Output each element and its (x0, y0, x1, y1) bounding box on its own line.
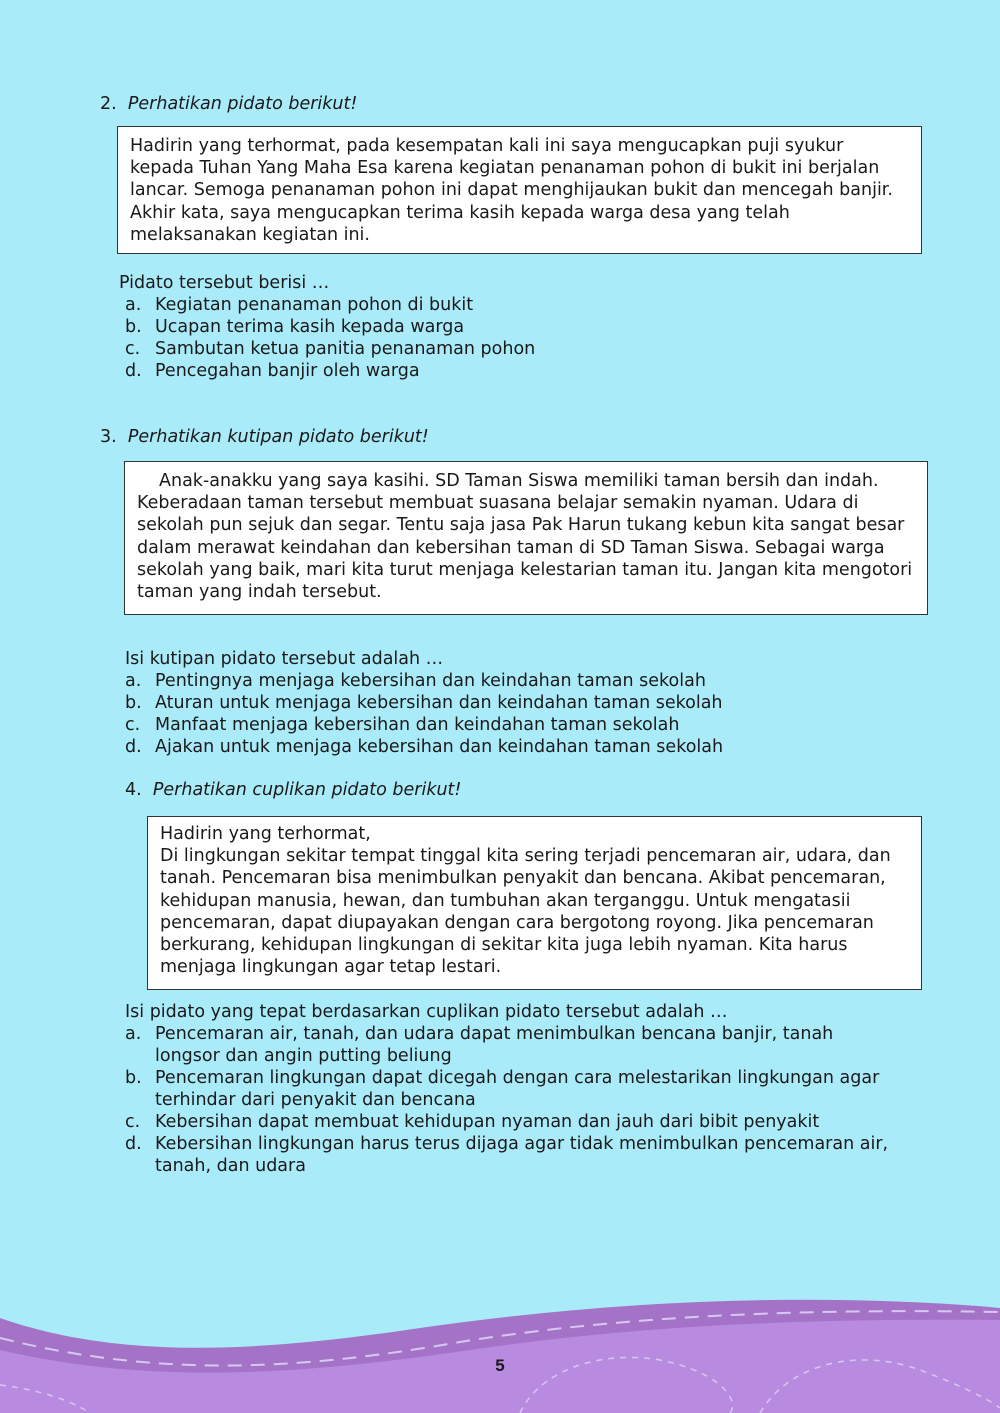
option-c[interactable]: c. Kebersihan dapat membuat kehidupan nyaman dan jauh dari bibit penyakit (125, 1112, 820, 1132)
passage-text: Hadirin yang terhormat, pada kesempatan kali ini saya mengucapkan puji syukur kepada Tuhan Yang Maha Esa karena kegiatan penanaman pohon di bukit ini berjalan lancar. Semoga penanaman pohon ini dapat menghijaukan bukit dan mencegah banjir. Akhir kata, saya mengucapkan terima kasih kepada warga desa yang telah melaksanakan kegiatan ini. (130, 136, 893, 245)
option-d[interactable]: d. Ajakan untuk menjaga kebersihan dan keindahan taman sekolah (125, 737, 724, 757)
option-b[interactable]: b. Ucapan terima kasih kepada warga (125, 317, 465, 337)
question-3-stem: Isi kutipan pidato tersebut adalah … (125, 649, 444, 669)
page-number: 5 (495, 1356, 505, 1375)
option-b[interactable]: b. Pencemaran lingkungan dapat dicegah dengan cara melestarikan lingkungan agar terhindar dari penyakit dan bencana (125, 1068, 880, 1110)
question-instruction: Perhatikan pidato berikut! (127, 94, 358, 114)
question-4-stem: Isi pidato yang tepat berdasarkan cuplikan pidato tersebut adalah … (125, 1002, 728, 1022)
question-3-passage (124, 461, 928, 615)
question-instruction: Perhatikan cuplikan pidato berikut! (152, 780, 462, 800)
question-instruction: Perhatikan kutipan pidato berikut! (127, 427, 429, 447)
question-3-options (125, 670, 925, 758)
option-a[interactable]: a. Kegiatan penanaman pohon di bukit (125, 295, 474, 315)
question-4-options (125, 1023, 895, 1177)
footer-wave-decoration (0, 1290, 1000, 1413)
question-4-title (125, 780, 461, 800)
question-2-passage (117, 126, 922, 254)
question-3-title (100, 427, 429, 447)
option-c[interactable]: c. Manfaat menjaga kebersihan dan keindahan taman sekolah (125, 715, 680, 735)
option-d[interactable]: d. Kebersihan lingkungan harus terus dijaga agar tidak menimbulkan pencemaran air, tanah, dan udara (125, 1134, 889, 1176)
question-2-stem: Pidato tersebut berisi … (119, 273, 330, 293)
option-a[interactable]: a. Pentingnya menjaga kebersihan dan keindahan taman sekolah (125, 671, 706, 691)
question-number: 3. (100, 427, 117, 447)
question-4-passage (147, 816, 922, 990)
passage-text: Anak-anakku yang saya kasihi. SD Taman Siswa memiliki taman bersih dan indah. Keberadaan taman tersebut membuat suasana belajar semakin nyaman. Udara di sekolah pun sejuk dan segar. Tentu saja jasa Pak Harun tukang kebun kita sangat besar dalam merawat keindahan dan kebersihan taman di SD Taman Siswa. Sebagai warga sekolah yang baik, mari kita turut menjaga kelestarian taman itu. Jangan kita mengotori taman yang indah tersebut. (137, 471, 913, 603)
passage-greeting: Hadirin yang terhormat, (160, 824, 371, 844)
question-2-title (100, 94, 357, 114)
option-c[interactable]: c. Sambutan ketua panitia penanaman pohon (125, 339, 536, 359)
question-number: 4. (125, 780, 142, 800)
option-a[interactable]: a. Pencemaran air, tanah, dan udara dapat menimbulkan bencana banjir, tanah longsor dan angin putting beliung (125, 1024, 834, 1066)
option-b[interactable]: b. Aturan untuk menjaga kebersihan dan keindahan taman sekolah (125, 693, 723, 713)
question-2-options (125, 294, 925, 382)
question-number: 2. (100, 94, 117, 114)
option-d[interactable]: d. Pencegahan banjir oleh warga (125, 361, 420, 381)
passage-text: Di lingkungan sekitar tempat tinggal kita sering terjadi pencemaran air, udara, dan tanah. Pencemaran bisa menimbulkan penyakit dan bencana. Akibat pencemaran, kehidupan manusia, hewan, dan tumbuhan akan terganggu. Untuk mengatasii pencemaran, dapat diupayakan dengan cara bergotong royong. Jika pencemaran berkurang, kehidupan lingkungan di sekitar kita juga lebih nyaman. Kita harus menjaga lingkungan agar tetap lestari. (160, 846, 891, 978)
